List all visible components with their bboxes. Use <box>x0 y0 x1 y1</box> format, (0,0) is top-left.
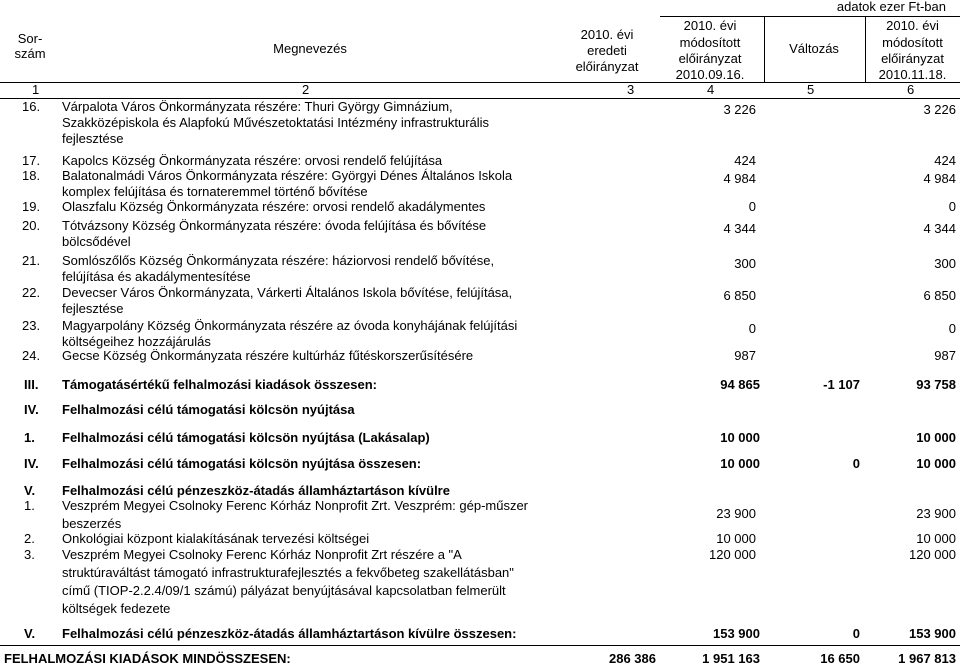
row-no: 17. <box>22 153 41 168</box>
colnum-3: 3 <box>627 82 635 97</box>
header-divider <box>0 82 960 83</box>
header-col-sep <box>764 16 765 82</box>
row-no: 23. <box>22 318 41 333</box>
row-mod2: 3 226 <box>923 102 956 117</box>
row-mod1: 6 850 <box>723 288 756 303</box>
row-mod2: 300 <box>934 256 956 271</box>
row-description-line: Olaszfalu Község Önkormányzata részére: orvosi rendelő akadálymentes <box>62 199 486 214</box>
row-mod1: 987 <box>734 348 756 363</box>
row-mod1: 4 344 <box>723 221 756 236</box>
section5-item-no: 3. <box>24 547 35 562</box>
row-mod1: 0 <box>748 321 756 336</box>
section5-total-valtozas: 0 <box>852 626 860 641</box>
header-mod2-1: 2010. évi <box>886 18 939 33</box>
row-no: 18. <box>22 168 41 183</box>
section5-no: V. <box>24 483 36 498</box>
grand-total-top-line <box>0 645 960 646</box>
header-sorszam-2: szám <box>14 46 46 61</box>
colnum-5: 5 <box>807 82 815 97</box>
colnum-6: 6 <box>907 82 915 97</box>
row-description-line: Kapolcs Község Önkormányzata részére: orvosi rendelő felújítása <box>62 153 443 168</box>
row-no: 20. <box>22 218 41 233</box>
row-mod2: 0 <box>948 199 956 214</box>
row-description-line: Gecse Község Önkormányzata részére kultúrház fűtéskorszerűsítésére <box>62 348 474 363</box>
section5-total-mod1: 153 900 <box>713 626 760 641</box>
section3-mod1: 94 865 <box>720 377 760 392</box>
row-mod2: 4 984 <box>923 171 956 186</box>
section4-total-mod1: 10 000 <box>720 456 760 471</box>
unit-note: adatok ezer Ft-ban <box>836 0 946 14</box>
section4-item-no: 1. <box>24 430 35 445</box>
section5-item-line: Veszprém Megyei Csolnoky Ferenc Kórház Nonprofit Zrt. Veszprém: gép-műszer <box>62 498 529 513</box>
row-description-line: bölcsődével <box>62 234 131 249</box>
section5-item-mod1: 10 000 <box>716 531 756 546</box>
section4-total-no: IV. <box>24 456 39 471</box>
row-description-line: Somlószőlős Község Önkormányzata részére: háziorvosi rendelő bővítése, <box>62 253 495 268</box>
section5-item-line: Onkológiai központ kialakításának tervezési költségei <box>62 531 370 546</box>
row-mod1: 300 <box>734 256 756 271</box>
header-mod1-3: előirányzat <box>678 51 742 66</box>
row-mod2: 4 344 <box>923 221 956 236</box>
section5-item-mod2: 120 000 <box>909 547 956 562</box>
section4-item-label: Felhalmozási célú támogatási kölcsön nyújtása (Lakásalap) <box>62 430 430 445</box>
section5-item-line: Veszprém Megyei Csolnoky Ferenc Kórház Nonprofit Zrt részére a "A <box>62 547 462 562</box>
row-no: 22. <box>22 285 41 300</box>
header-eredeti-2: eredeti <box>587 43 627 58</box>
grand-total-valtozas: 16 650 <box>820 651 860 666</box>
section4-total-valtozas: 0 <box>852 456 860 471</box>
grand-total-eredeti: 286 386 <box>609 651 656 666</box>
row-no: 19. <box>22 199 41 214</box>
row-mod2: 987 <box>934 348 956 363</box>
header-mod2-4: 2010.11.18. <box>878 67 947 82</box>
section5-item-mod2: 10 000 <box>916 531 956 546</box>
row-mod1: 3 226 <box>723 102 756 117</box>
section5-item-mod1: 23 900 <box>716 506 756 521</box>
row-no: 21. <box>22 253 41 268</box>
header-mod1-2: módosított <box>679 35 741 50</box>
section5-label: Felhalmozási célú pénzeszköz-átadás államháztartáson kívülre <box>62 483 450 498</box>
section5-item-line: struktúraváltást támogató infrastrukturafejlesztés a fekvőbeteg szakellátásban" <box>62 565 514 580</box>
row-no: 16. <box>22 99 41 114</box>
row-description-line: Szakközépiskola és Alapfokú Művészetoktatási Intézmény infrastrukturális <box>62 115 490 130</box>
section4-total-label: Felhalmozási célú támogatási kölcsön nyújtása összesen: <box>62 456 422 471</box>
section4-item-mod1: 10 000 <box>720 430 760 445</box>
section4-total-mod2: 10 000 <box>916 456 956 471</box>
row-description-line: Várpalota Város Önkormányzata részére: Thuri György Gimnázium, <box>62 99 453 114</box>
header-mod2-3: előirányzat <box>881 51 944 66</box>
header-mod2-2: módosított <box>882 35 943 50</box>
row-mod2: 6 850 <box>923 288 956 303</box>
colnum-1: 1 <box>32 82 40 97</box>
section5-item-line: című (TIOP-2.2.4/09/1 számú) pályázat benyújtásával kapcsolatban felmerült <box>62 583 506 598</box>
row-description-line: felújítása és akadálymentesítése <box>62 269 251 284</box>
section5-item-line: beszerzés <box>62 516 122 531</box>
row-mod1: 424 <box>734 153 756 168</box>
grand-total-mod2: 1 967 813 <box>898 651 956 666</box>
header-top-line <box>660 16 960 17</box>
row-mod1: 0 <box>748 199 756 214</box>
section5-item-line: költségek fedezete <box>62 601 171 616</box>
row-description-line: komplex felújítása és tornateremmel történő bővítése <box>62 184 368 199</box>
row-mod2: 0 <box>948 321 956 336</box>
section5-item-mod1: 120 000 <box>709 547 756 562</box>
section3-mod2: 93 758 <box>916 377 956 392</box>
section5-total-mod2: 153 900 <box>909 626 956 641</box>
section5-total-no: V. <box>24 626 36 641</box>
section3-no: III. <box>24 377 39 392</box>
section5-item-no: 2. <box>24 531 35 546</box>
section3-valtozas: -1 107 <box>823 377 860 392</box>
header-valtozas: Változás <box>789 41 839 56</box>
header-col-sep <box>865 16 866 82</box>
header-eredeti-1: 2010. évi <box>580 27 634 42</box>
header-mod1-4: 2010.09.16. <box>675 67 745 82</box>
section3-label: Támogatásértékű felhalmozási kiadások összesen: <box>62 377 378 392</box>
row-description-line: Tótvázsony Község Önkormányzata részére: óvoda felújítása és bővítése <box>62 218 487 233</box>
grand-total-label: FELHALMOZÁSI KIADÁSOK MINDÖSSZESEN: <box>4 651 291 666</box>
section4-item-mod2: 10 000 <box>916 430 956 445</box>
row-no: 24. <box>22 348 41 363</box>
grand-total-mod1: 1 951 163 <box>702 651 760 666</box>
row-description-line: fejlesztése <box>62 131 124 146</box>
section5-total-label: Felhalmozási célú pénzeszköz-átadás államháztartáson kívülre összesen: <box>62 626 517 641</box>
header-eredeti-3: előirányzat <box>575 59 639 74</box>
row-description-line: Balatonalmádi Város Önkormányzata részére: Györgyi Dénes Általános Iskola <box>62 168 513 183</box>
section5-item-mod2: 23 900 <box>916 506 956 521</box>
colnum-2: 2 <box>302 82 310 97</box>
header-mod1-1: 2010. évi <box>683 18 737 33</box>
header-sorszam-1: Sor- <box>17 31 43 46</box>
section4-label: Felhalmozási célú támogatási kölcsön nyújtása <box>62 402 355 417</box>
row-description-line: fejlesztése <box>62 301 124 316</box>
row-description-line: költségeihez hozzájárulás <box>62 334 211 349</box>
row-mod2: 424 <box>934 153 956 168</box>
row-description-line: Magyarpolány Község Önkormányzata részére az óvoda konyhájának felújítási <box>62 318 518 333</box>
row-mod1: 4 984 <box>723 171 756 186</box>
colnum-4: 4 <box>707 82 715 97</box>
header-megnevezes: Megnevezés <box>273 41 347 56</box>
row-description-line: Devecser Város Önkormányzata, Várkerti Általános Iskola bővítése, felújítása, <box>62 285 513 300</box>
section4-no: IV. <box>24 402 39 417</box>
section5-item-no: 1. <box>24 498 35 513</box>
